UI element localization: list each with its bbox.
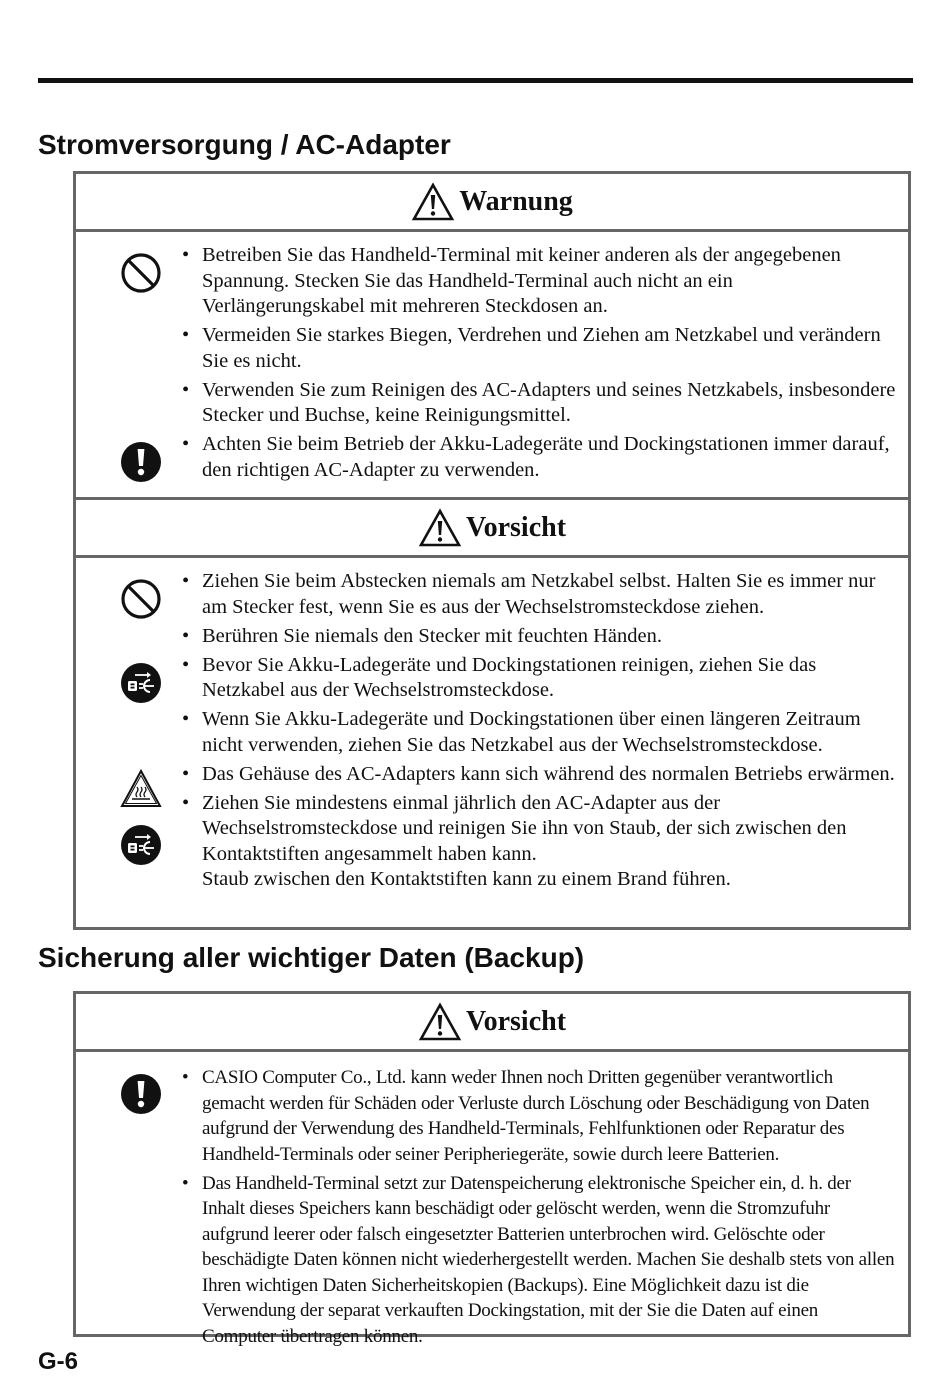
safety-box-backup <box>73 991 911 1347</box>
caution-header <box>76 994 908 1052</box>
warning-list <box>182 243 896 487</box>
list-item: • Das Handheld-Terminal setzt zur Datenspeicherung elektronische Speicher ein, d. h. der Inhalt dieses Speichers kann beschädigt oder gelöscht werden, wenn die Stromzufuhr aufgrund leerer oder falsch eingesetzter Batterien unterbrochen wird. Gelöschte oder beschädigte Daten können nicht wiederhergestellt werden. Machen Sie deshalb stets von allen Ihren wichtigen Daten Sicherheitskopien (Backups). Eine Möglichkeit dazu ist die Verwendung der separat verkauften Dockingstation, mit der Sie die Daten auf einen Computer übertragen können. <box>182 1172 895 1347</box>
warning-triangle-icon <box>411 182 455 222</box>
warning-header-label: Warnung <box>459 185 573 217</box>
section-heading-backup: Sicherung aller wichtiger Daten (Backup) <box>38 942 585 973</box>
prohibition-icon <box>120 578 162 620</box>
safety-box-power <box>73 171 911 930</box>
caution-list <box>182 569 896 896</box>
warning-header <box>76 174 908 232</box>
list-item: • Achten Sie beim Betrieb der Akku-Ladegeräte und Dockingstationen immer darauf, den richtigen AC-Adapter zu verwenden. <box>182 433 890 481</box>
list-item: • Verwenden Sie zum Reinigen des AC-Adapters und seines Netzkabels, insbesondere Stecker und Buchse, keine Reinigungsmittel. <box>182 378 896 426</box>
backup-caution-list <box>182 1065 896 1353</box>
caution-header-label: Vorsicht <box>465 511 567 543</box>
unplug-icon <box>120 824 162 866</box>
page-number: G-6 <box>38 1348 79 1375</box>
warning-triangle-icon <box>418 508 462 548</box>
caution-header <box>76 500 908 558</box>
list-item: • Bevor Sie Akku-Ladegeräte und Dockingstationen reinigen, ziehen Sie das Netzkabel aus der Wechselstromsteckdose. <box>182 653 817 701</box>
list-item: • Das Gehäuse des AC-Adapters kann sich während des normalen Betriebs erwärmen. <box>182 762 895 785</box>
caution-body <box>76 1052 908 1347</box>
mandatory-action-icon <box>120 1073 162 1115</box>
hot-surface-icon <box>120 768 162 810</box>
warning-body <box>76 232 908 500</box>
list-item: • Wenn Sie Akku-Ladegeräte und Dockingstationen über einen längeren Zeitraum nicht verwenden, ziehen Sie das Netzkabel aus der Wechselstromsteckdose. <box>182 708 861 756</box>
mandatory-action-icon <box>120 441 162 483</box>
list-item: • Vermeiden Sie starkes Biegen, Verdrehen und Ziehen am Netzkabel und verändern Sie es nicht. <box>182 324 881 372</box>
section-heading-power: Stromversorgung / AC-Adapter <box>38 129 451 160</box>
list-item: • Betreiben Sie das Handheld-Terminal mit keiner anderen als der angegebenen Spannung. Stecken Sie das Handheld-Terminal auch nicht an ein Verlängerungskabel mit mehreren Steckdosen an. <box>182 244 841 317</box>
caution-body <box>76 558 908 931</box>
caution-header-label: Vorsicht <box>465 1005 567 1037</box>
warning-triangle-icon <box>418 1002 462 1042</box>
prohibition-icon <box>120 252 162 294</box>
list-item: • CASIO Computer Co., Ltd. kann weder Ihnen noch Dritten gegenüber verantwortlich gemacht werden für Schäden oder Verluste durch Löschung oder Beschädigung von Daten aufgrund der Verwendung des Handheld-Terminals, Fehlfunktionen oder Reparatur des Handheld-Terminals oder seiner Peripheriegeräte, sowie durch leere Batterien. <box>182 1067 870 1165</box>
list-item: • Berühren Sie niemals den Stecker mit feuchten Händen. <box>182 624 662 647</box>
top-rule <box>38 78 913 83</box>
unplug-icon <box>120 662 162 704</box>
list-item: • Ziehen Sie beim Abstecken niemals am Netzkabel selbst. Halten Sie es immer nur am Stecker fest, wenn Sie es aus der Wechselstromsteckdose ziehen. <box>182 570 876 618</box>
list-item: • Ziehen Sie mindestens einmal jährlich den AC-Adapter aus der Wechselstromsteckdose und reinigen Sie ihn von Staub, der sich zwischen den Kontaktstiften angesammelt haben kann. Staub zwischen den Kontaktstiften kann zu einem Brand führen. <box>182 791 847 890</box>
